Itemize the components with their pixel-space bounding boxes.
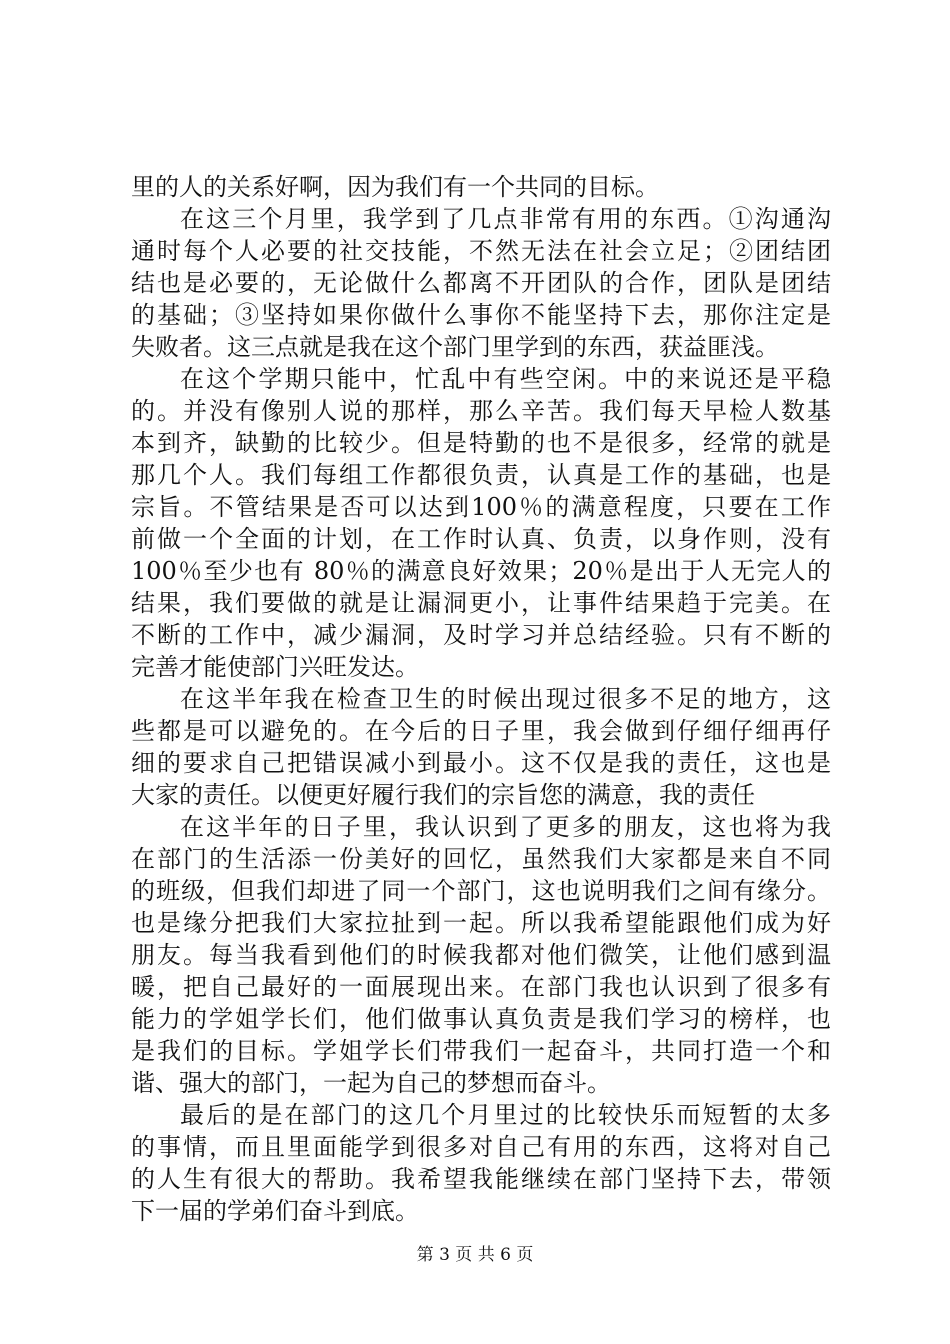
text-line: 下一届的学弟们奋斗到底。 bbox=[131, 1197, 419, 1225]
text-line: 细的要求自己把错误减小到最小。这不仅是我的责任，这也是 bbox=[131, 749, 831, 777]
text-line: 在部门的生活添一份美好的回忆，虽然我们大家都是来自不同 bbox=[131, 845, 831, 873]
text-line: 是我们的目标。学姐学长们带我们一起奋斗，共同打造一个和 bbox=[131, 1037, 831, 1065]
text-line: 的。并没有像别人说的那样，那么辛苦。我们每天早检人数基 bbox=[131, 397, 831, 425]
paragraph bbox=[131, 363, 831, 683]
paragraph bbox=[131, 811, 831, 1099]
paragraph bbox=[131, 1099, 831, 1227]
page-footer: 第 3 页 共 6 页 bbox=[416, 1245, 534, 1265]
text-line: 暖，把自己最好的一面展现出来。在部门我也认识到了很多有 bbox=[131, 973, 831, 1001]
text-line: 些都是可以避免的。在今后的日子里，我会做到仔细仔细再仔 bbox=[131, 717, 831, 745]
text-line: 完善才能使部门兴旺发达。 bbox=[131, 653, 419, 681]
text-line: 能力的学姐学长们，他们做事认真负责是我们学习的榜样，也 bbox=[131, 1005, 831, 1033]
text-line: 结也是必要的，无论做什么都离不开团队的合作，团队是团结 bbox=[131, 269, 831, 297]
paragraph bbox=[131, 171, 831, 203]
text-line: 那几个人。我们每组工作都很负责，认真是工作的基础，也是 bbox=[131, 461, 831, 489]
paragraph bbox=[131, 203, 831, 363]
text-line: 不断的工作中，减少漏洞，及时学习并总结经验。只有不断的 bbox=[131, 621, 831, 649]
text-line: 失败者。这三点就是我在这个部门里学到的东西，获益匪浅。 bbox=[131, 333, 779, 361]
text-line: 的人生有很大的帮助。我希望我能继续在部门坚持下去，带领 bbox=[131, 1165, 831, 1193]
text-line: 在这三个月里，我学到了几点非常有用的东西。①沟通沟 bbox=[180, 205, 831, 233]
text-line: 的事情，而且里面能学到很多对自己有用的东西，这将对自己 bbox=[131, 1133, 831, 1161]
text-line: 最后的是在部门的这几个月里过的比较快乐而短暂的太多 bbox=[180, 1101, 831, 1129]
text-line: 在这个学期只能中，忙乱中有些空闲。中的来说还是平稳 bbox=[180, 365, 831, 393]
text-line: 100％至少也有 80％的满意良好效果；20％是出于人无完人的 bbox=[131, 557, 831, 585]
text-line: 朋友。每当我看到他们的时候我都对他们微笑，让他们感到温 bbox=[131, 941, 831, 969]
text-line: 的班级，但我们却进了同一个部门，这也说明我们之间有缘分。 bbox=[131, 877, 831, 905]
text-line: 宗旨。不管结果是否可以达到100％的满意程度，只要在工作 bbox=[131, 493, 831, 521]
text-line: 前做一个全面的计划，在工作时认真、负责，以身作则，没有 bbox=[131, 525, 831, 553]
text-line: 在这半年的日子里，我认识到了更多的朋友，这也将为我 bbox=[180, 813, 831, 841]
text-line: 谐、强大的部门，一起为自己的梦想而奋斗。 bbox=[131, 1069, 611, 1097]
text-line: 里的人的关系好啊，因为我们有一个共同的目标。 bbox=[131, 173, 659, 201]
text-line: 通时每个人必要的社交技能，不然无法在社会立足；②团结团 bbox=[131, 237, 831, 265]
text-line: 大家的责任。以便更好履行我们的宗旨您的满意，我的责任 bbox=[131, 781, 755, 809]
text-line: 在这半年我在检查卫生的时候出现过很多不足的地方，这 bbox=[180, 685, 831, 713]
text-line: 结果，我们要做的就是让漏洞更小，让事件结果趋于完美。在 bbox=[131, 589, 831, 617]
document-body bbox=[131, 171, 831, 1227]
paragraph bbox=[131, 683, 831, 811]
text-line: 也是缘分把我们大家拉扯到一起。所以我希望能跟他们成为好 bbox=[131, 909, 831, 937]
text-line: 的基础；③坚持如果你做什么事你不能坚持下去，那你注定是 bbox=[131, 301, 831, 329]
text-line: 本到齐，缺勤的比较少。但是特勤的也不是很多，经常的就是 bbox=[131, 429, 831, 457]
